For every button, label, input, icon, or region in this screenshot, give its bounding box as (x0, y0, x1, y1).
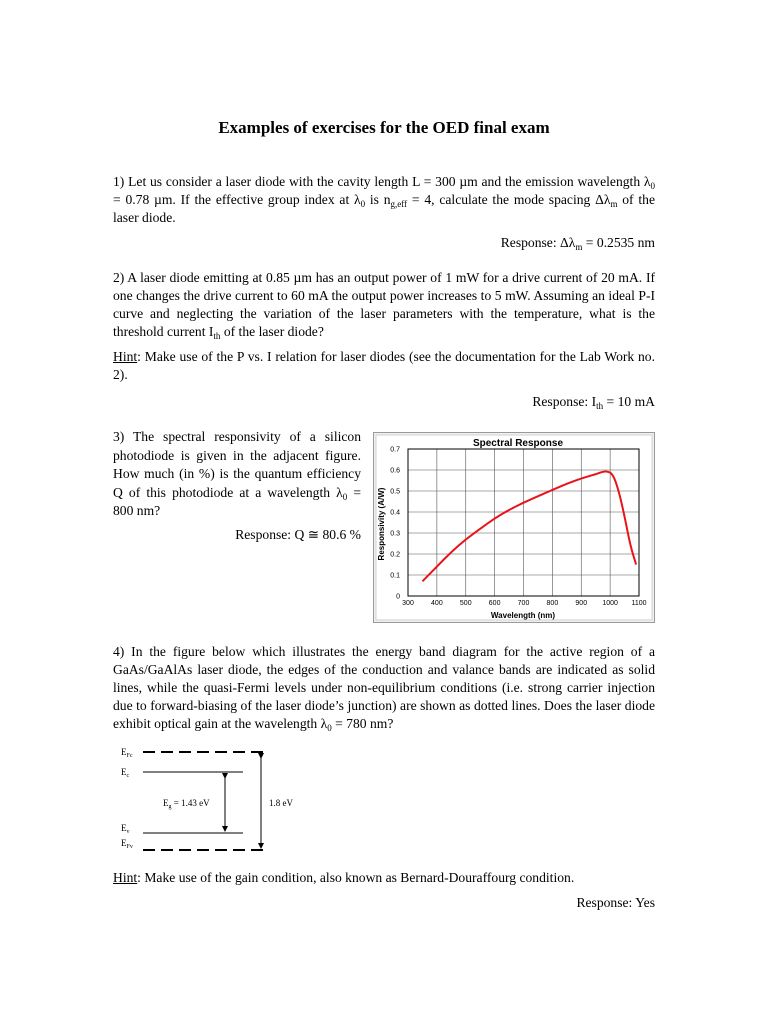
x-tick-label: 300 (402, 600, 414, 607)
x-axis-label: Wavelength (nm) (490, 611, 556, 620)
ec-label: $E_c$ (121, 767, 130, 779)
y-tick-label: 0 (396, 593, 400, 601)
x-tick-label: 400 (431, 600, 443, 607)
x-tick-label: 800 (546, 600, 559, 607)
x-tick-label: 900 (575, 600, 588, 607)
x-tick-label: 1000 (602, 600, 618, 607)
y-axis-label: Responsivity (A/W) (377, 487, 386, 561)
chart-title: Spectral Response (472, 438, 564, 449)
efv-label: $E_{Fv}$ (121, 838, 133, 850)
eg-label: $E_g = 1.43$ eV (163, 798, 210, 810)
spectral-response-chart (373, 432, 655, 623)
question-3-response: Response: Q ≅ 80.6 % (235, 527, 361, 542)
question-2: 2) A laser diode emitting at 0.85 µm has an output power of 1 mW for a drive current of 20 mA. If one changes the drive current to 60 mA the output power increases to 5 mW. Assuming an ideal P-I curve and neglecting the variation of the laser parameters with the temperature, what is the threshold current $I_{th}$ of the laser diode? (113, 270, 655, 341)
y-tick-label: 0.3 (390, 530, 400, 538)
x-tick-label: 500 (459, 600, 472, 607)
y-tick-label: 0.5 (390, 488, 400, 496)
question-4: 4) In the figure below which illustrates the energy band diagram for the active region of a GaAs/GaAlAs laser diode, the edges of the conduction and valance bands are indicated as solid lines, while the quasi-Fermi levels under non-equilibrium conditions (i.e. strong carrier injection due to forward-biasing of the laser diode’s junction) are shown as dotted lines. Does the laser diode exhibit optical gain at the wavelength $\lambda_0 = 780$ nm? (113, 644, 655, 733)
y-tick-label: 0.1 (390, 572, 400, 580)
question-4-hint: Hint: Make use of the gain condition, also known as Bernard-Douraffourg condition. (113, 870, 575, 885)
x-tick-label: 1100 (631, 600, 647, 607)
ev-label: $E_v$ (121, 823, 130, 835)
chart-inner-frame (376, 435, 652, 620)
question-1: 1) Let us consider a laser diode with the cavity length L = 300 µm and the emission wavelength $\lambda_0 = 0.78$ µm. If the effective group index at $\lambda_0$ is $n_{g,eff} = 4$, calculate the mode spacing $\Delta\lambda_m$ of the laser diode. (113, 174, 655, 225)
x-tick-label: 700 (517, 600, 530, 607)
gap-label: 1.8 eV (269, 798, 293, 808)
question-1-response: Response: $\Delta\lambda_m = 0.2535$ nm (500, 235, 655, 252)
y-tick-label: 0.6 (390, 467, 400, 475)
question-3: 3) The spectral responsivity of a silicon photodiode is given in the adjacent figure. How much (in %) is the quantum efficiency Q of this photodiode at a wavelength $\lambda_0 = 800$ nm? (113, 429, 361, 518)
efc-label: $E_{Fc}$ (121, 747, 133, 759)
y-tick-label: 0.2 (390, 551, 400, 559)
question-2-response: Response: $I_{th} = 10$ mA (532, 394, 655, 411)
y-tick-label: 0.7 (390, 446, 400, 454)
x-tick-label: 600 (488, 600, 501, 607)
page-title: Examples of exercises for the OED final exam (218, 118, 550, 137)
y-tick-label: 0.4 (390, 509, 400, 517)
energy-band-diagram (113, 740, 323, 855)
question-4-response: Response: Yes (576, 895, 655, 910)
question-2-hint: Hint: Make use of the P vs. I relation for laser diodes (see the documentation for the Lab Work no. 2). (113, 349, 655, 382)
